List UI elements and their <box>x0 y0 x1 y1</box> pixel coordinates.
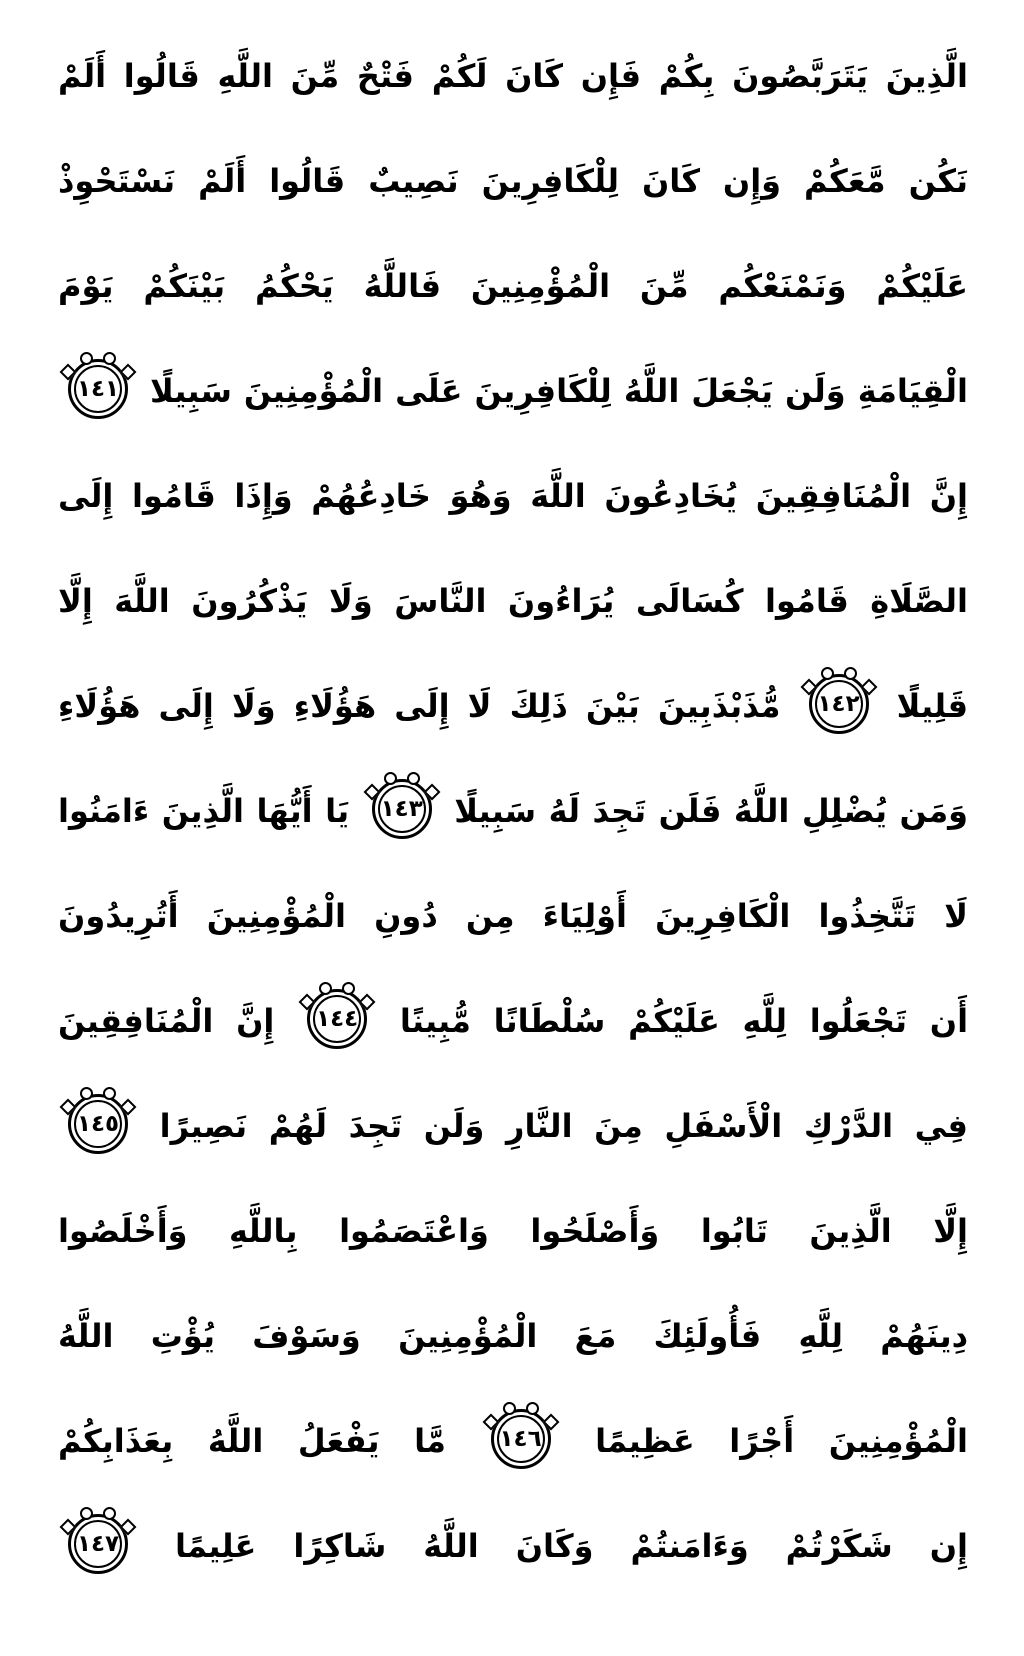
mushaf-line <box>58 549 968 654</box>
marker-petal-icon <box>60 1099 77 1116</box>
verse-text: الَّذِينَ يَتَرَبَّصُونَ بِكُمْ فَإِن كَانَ لَكُمْ فَتْحٌ مِّنَ اللَّهِ قَالُوا أَلَمْ <box>58 57 968 95</box>
mushaf-line <box>58 969 968 1074</box>
mushaf-line <box>58 1179 968 1284</box>
verse-number: ١٤٤ <box>316 1005 359 1032</box>
verse-text: مَّا يَفْعَلُ اللَّهُ بِعَذَابِكُمْ <box>58 1422 446 1460</box>
verse-text: وَمَن يُضْلِلِ اللَّهُ فَلَن تَجِدَ لَهُ سَبِيلًا <box>454 792 968 830</box>
verse-marker-ring <box>313 995 361 1043</box>
verse-end-marker <box>68 359 128 419</box>
marker-petal-icon <box>120 364 137 381</box>
marker-petal-icon <box>299 994 316 1011</box>
verse-text: لَا تَتَّخِذُوا الْكَافِرِينَ أَوْلِيَاءَ مِن دُونِ الْمُؤْمِنِينَ أَتُرِيدُونَ <box>58 897 968 935</box>
mushaf-line <box>58 759 968 864</box>
marker-petal-icon <box>363 784 380 801</box>
verse-number: ١٤٣ <box>380 795 423 822</box>
marker-petal-icon <box>423 784 440 801</box>
mushaf-line <box>58 444 968 549</box>
marker-petal-icon <box>542 1414 559 1431</box>
verse-end-marker <box>372 779 432 839</box>
marker-petal-icon <box>482 1414 499 1431</box>
verse-text: إِلَّا الَّذِينَ تَابُوا وَأَصْلَحُوا وَاعْتَصَمُوا بِاللَّهِ وَأَخْلَصُوا <box>58 1212 968 1250</box>
verse-marker-ring <box>378 785 426 833</box>
verse-text: إِنَّ الْمُنَافِقِينَ <box>58 1002 275 1040</box>
verse-end-marker <box>68 1514 128 1574</box>
mushaf-line <box>58 1074 968 1179</box>
verse-marker-ring <box>74 1520 122 1568</box>
verse-text: الْمُؤْمِنِينَ أَجْرًا عَظِيمًا <box>595 1422 968 1460</box>
mushaf-line <box>58 654 968 759</box>
verse-marker-ring <box>815 680 863 728</box>
verse-text: نَكُن مَّعَكُمْ وَإِن كَانَ لِلْكَافِرِينَ نَصِيبٌ قَالُوا أَلَمْ نَسْتَحْوِذْ <box>58 162 968 200</box>
verse-text: الْقِيَامَةِ وَلَن يَجْعَلَ اللَّهُ لِلْكَافِرِينَ عَلَى الْمُؤْمِنِينَ سَبِيلًا <box>150 372 968 410</box>
marker-petal-icon <box>120 1099 137 1116</box>
mushaf-line <box>58 1284 968 1389</box>
mushaf-line <box>58 234 968 339</box>
verse-end-marker <box>307 989 367 1049</box>
verse-text: فِي الدَّرْكِ الْأَسْفَلِ مِنَ النَّارِ وَلَن تَجِدَ لَهُمْ نَصِيرًا <box>159 1107 968 1145</box>
verse-text: أَن تَجْعَلُوا لِلَّهِ عَلَيْكُمْ سُلْطَانًا مُّبِينًا <box>399 1002 968 1040</box>
verse-end-marker <box>809 674 869 734</box>
verse-text: الصَّلَاةِ قَامُوا كُسَالَى يُرَاءُونَ النَّاسَ وَلَا يَذْكُرُونَ اللَّهَ إِلَّا <box>58 582 968 620</box>
mushaf-line <box>58 24 968 129</box>
verse-marker-ring <box>74 365 122 413</box>
verse-number: ١٤٥ <box>76 1110 120 1137</box>
verse-marker-ring <box>74 1100 122 1148</box>
marker-petal-icon <box>60 1519 77 1536</box>
verse-text: عَلَيْكُمْ وَنَمْنَعْكُم مِّنَ الْمُؤْمِنِينَ فَاللَّهُ يَحْكُمُ بَيْنَكُمْ يَوْمَ <box>58 267 968 305</box>
marker-petal-icon <box>120 1519 137 1536</box>
verse-text: دِينَهُمْ لِلَّهِ فَأُولَئِكَ مَعَ الْمُؤْمِنِينَ وَسَوْفَ يُؤْتِ اللَّهُ <box>58 1317 968 1355</box>
mushaf-line <box>58 339 968 444</box>
marker-petal-icon <box>860 679 877 696</box>
verse-text: قَلِيلًا <box>896 687 968 725</box>
marker-petal-icon <box>359 994 376 1011</box>
mushaf-line <box>58 1494 968 1599</box>
verse-text: مُّذَبْذَبِينَ بَيْنَ ذَلِكَ لَا إِلَى هَؤُلَاءِ وَلَا إِلَى هَؤُلَاءِ <box>58 687 781 725</box>
verse-number: ١٤١ <box>76 375 120 402</box>
verse-text: إِن شَكَرْتُمْ وَءَامَنتُمْ وَكَانَ اللَّهُ شَاكِرًا عَلِيمًا <box>174 1527 968 1565</box>
verse-end-marker <box>68 1094 128 1154</box>
verse-number: ١٤٦ <box>499 1425 542 1452</box>
verse-text: يَا أَيُّهَا الَّذِينَ ءَامَنُوا <box>58 792 350 830</box>
verse-number: ١٤٧ <box>76 1530 120 1557</box>
verse-number: ١٤٢ <box>817 690 860 717</box>
mushaf-line <box>58 129 968 234</box>
verse-end-marker <box>491 1409 551 1469</box>
mushaf-line <box>58 864 968 969</box>
verse-text: إِنَّ الْمُنَافِقِينَ يُخَادِعُونَ اللَّهَ وَهُوَ خَادِعُهُمْ وَإِذَا قَامُوا إِلَى <box>58 477 968 515</box>
mushaf-line <box>58 1389 968 1494</box>
marker-petal-icon <box>60 364 77 381</box>
marker-petal-icon <box>800 679 817 696</box>
verse-marker-ring <box>497 1415 545 1463</box>
